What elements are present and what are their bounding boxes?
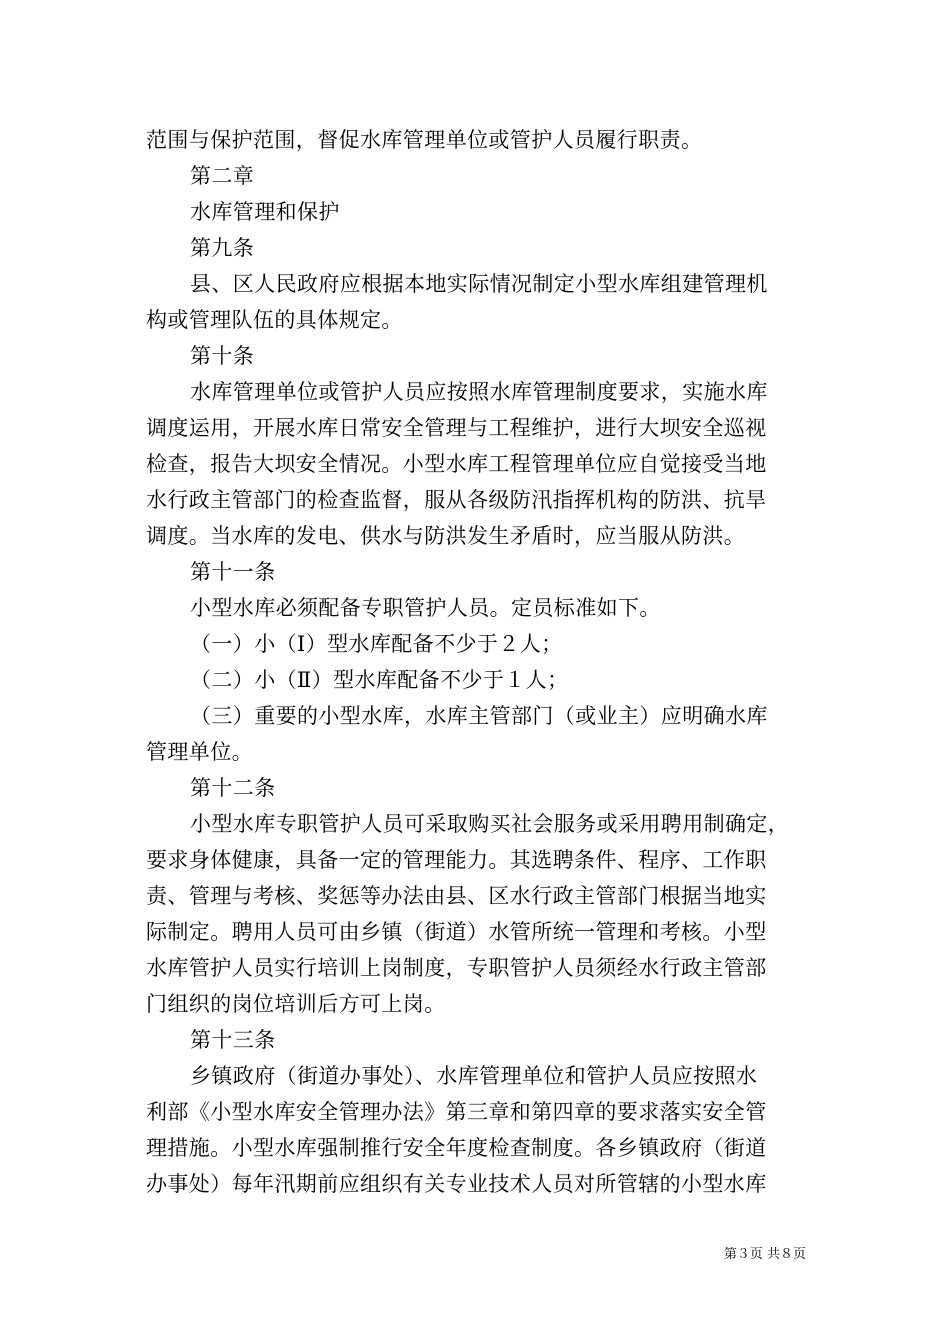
text-line: 小型水库专职管护人员可采取购买社会服务或采用聘用制确定， [190,812,790,836]
article-heading: 第十条 [190,344,255,368]
text-line: 利部《小型水库安全管理办法》第三章和第四章的要求落实安全管 [146,1100,767,1124]
article-heading: 第十三条 [190,1028,276,1052]
text-line: 范围与保护范围，督促水库管理单位或管护人员履行职责。 [146,128,703,152]
chapter-title: 水库管理和保护 [190,200,340,224]
text-line: 办事处）每年汛期前应组织有关专业技术人员对所管辖的小型水库 [146,1172,767,1196]
text-line: 调度。当水库的发电、供水与防洪发生矛盾时，应当服从防洪。 [146,524,746,548]
text-line: 县、区人民政府应根据本地实际情况制定小型水库组建管理机 [190,272,768,296]
article-heading: 第十一条 [190,560,276,584]
text-line: 理措施。小型水库强制推行安全年度检查制度。各乡镇政府（街道 [146,1136,767,1160]
list-item: （一）小（Ⅰ）型水库配备不少于２人； [190,632,563,656]
text-line: 水库管护人员实行培训上岗制度，专职管护人员须经水行政主管部 [146,956,767,980]
chapter-number: 第二章 [190,164,255,188]
text-line: 际制定。聘用人员可由乡镇（街道）水管所统一管理和考核。小型 [146,920,767,944]
text-line: 检查，报告大坝安全情况。小型水库工程管理单位应自觉接受当地 [146,452,767,476]
text-line: 门组织的岗位培训后方可上岗。 [146,992,446,1016]
text-line: 调度运用，开展水库日常安全管理与工程维护，进行大坝安全巡视 [146,416,767,440]
text-line: 小型水库必须配备专职管护人员。定员标准如下。 [190,596,661,620]
text-line: 构或管理队伍的具体规定。 [146,308,403,332]
article-heading: 第九条 [190,236,255,260]
article-heading: 第十二条 [190,776,276,800]
list-item: （二）小（Ⅱ）型水库配备不少于１人； [190,668,569,692]
text-line: 乡镇政府（街道办事处）、水库管理单位和管护人员应按照水 [190,1064,758,1088]
text-line: 管理单位。 [146,740,253,764]
list-item: （三）重要的小型水库，水库主管部门（或业主）应明确水库 [190,704,768,728]
page-number: 第３页 共８页 [723,1247,806,1262]
text-line: 水行政主管部门的检查监督，服从各级防汛指挥机构的防洪、抗旱 [146,488,767,512]
text-line: 水库管理单位或管护人员应按照水库管理制度要求，实施水库 [190,380,768,404]
text-line: 要求身体健康，具备一定的管理能力。其选聘条件、程序、工作职 [146,848,767,872]
text-line: 责、管理与考核、奖惩等办法由县、区水行政主管部门根据当地实 [146,884,767,908]
